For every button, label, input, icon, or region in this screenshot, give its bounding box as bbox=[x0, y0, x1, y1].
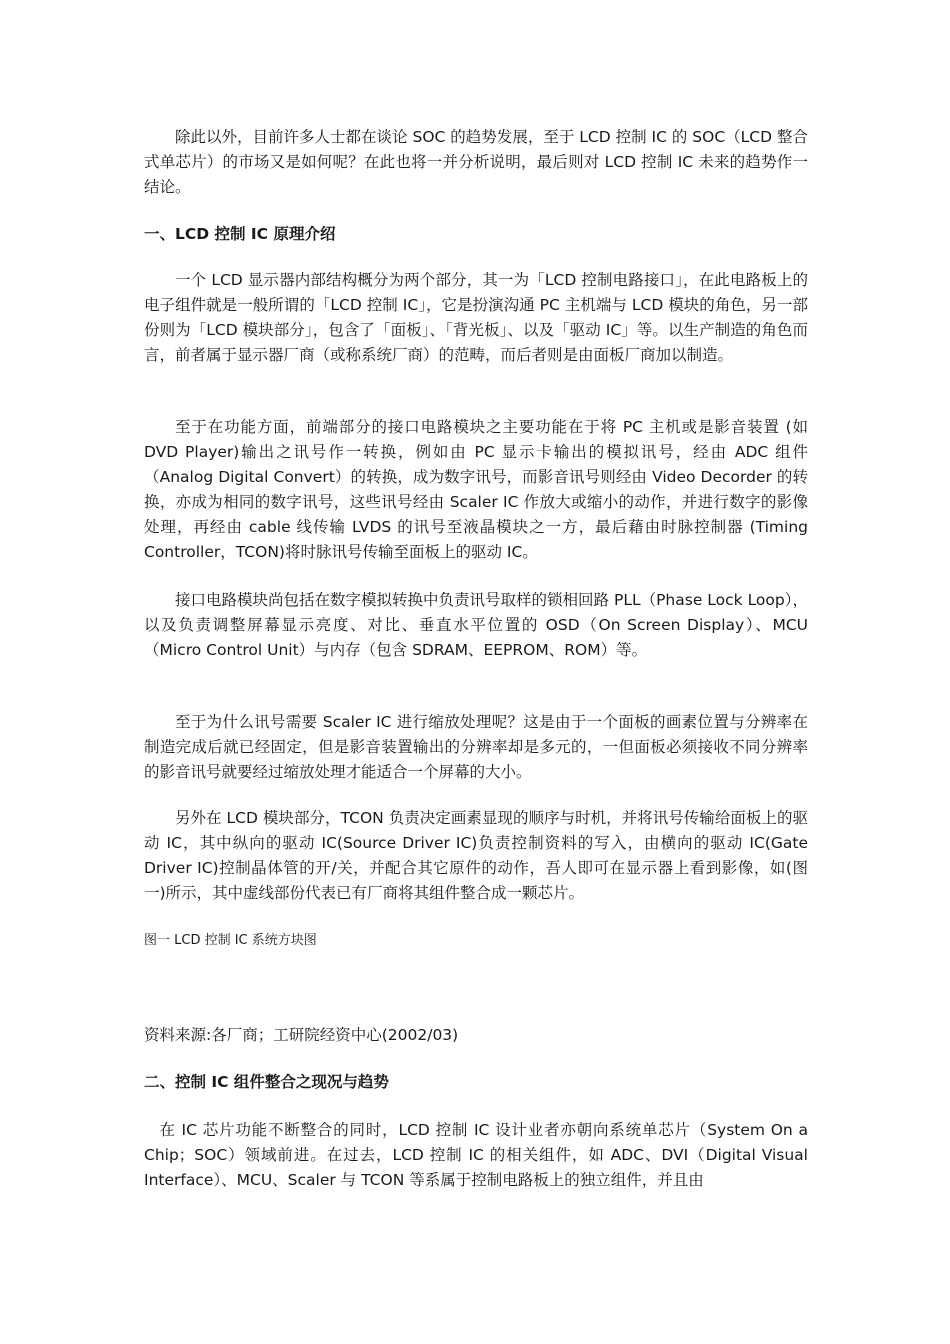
section-2-paragraph-1: 在 IC 芯片功能不断整合的同时，LCD 控制 IC 设计业者亦朝向系统单芯片（System On a Chip；SOC）领域前进。在过去，LCD 控制 IC 的相关组件，如 ADC、DVI（Digital Visual Interface）、MCU、Scaler 与 TCON 等系属于控制电路板上的独立组件，并且由 bbox=[144, 1121, 808, 1189]
section-1-paragraph-3: 接口电路模块尚包括在数字模拟转换中负责讯号取样的锁相回路 PLL（Phase Lock Loop），以及负责调整屏幕显示亮度、对比、垂直水平位置的 OSD（On Screen Display）、MCU（Micro Control Unit）与内存（包含 SDRAM、EEPROM、ROM）等。 bbox=[144, 591, 808, 659]
intro-paragraph: 除此以外，目前许多人士都在谈论 SOC 的趋势发展，至于 LCD 控制 IC 的 SOC（LCD 整合式单芯片）的市场又是如何呢？在此也将一并分析说明，最后则对 LCD 控制 IC 未来的趋势作一结论。 bbox=[144, 128, 808, 196]
section-1-paragraph-4: 至于为什么讯号需要 Scaler IC 进行缩放处理呢？这是由于一个面板的画素位置与分辨率在制造完成后就已经固定，但是影音装置输出的分辨率却是多元的，一但面板必须接收不同分辨率的影音讯号就要经过缩放处理才能适合一个屏幕的大小。 bbox=[144, 713, 808, 781]
section-1-paragraph-2: 至于在功能方面，前端部分的接口电路模块之主要功能在于将 PC 主机或是影音装置 (如 DVD Player)输出之讯号作一转换，例如由 PC 显示卡输出的模拟讯号，经由 ADC 组件（Analog Digital Convert）的转换，成为数字讯号，而影音讯号则经由 Video Decorder 的转换，亦成为相同的数字讯号，这些讯号经由 Scaler IC 作放大或缩小的动作，并进行数字的影像处理，再经由 cable 线传输 LVDS 的讯号至液晶模块之一方，最后藉由时脉控制器 (Timing Controller，TCON)将时脉讯号传输至面板上的驱动 IC。 bbox=[144, 418, 808, 561]
section-1-paragraph-5: 另外在 LCD 模块部分，TCON 负责决定画素显现的顺序与时机，并将讯号传输给面板上的驱动 IC，其中纵向的驱动 IC(Source Driver IC)负责控制资料的写入，由横向的驱动 IC(Gate Driver IC)控制晶体管的开/关，并配合其它原件的动作，吾人即可在显示器上看到影像，如(图一)所示，其中虚线部份代表已有厂商将其组件整合成一颗芯片。 bbox=[144, 809, 808, 902]
figure-caption: 图一 LCD 控制 IC 系统方块图 bbox=[144, 933, 317, 948]
source-note: 资料来源:各厂商；工研院经资中心(2002/03) bbox=[144, 1026, 459, 1044]
section-2-heading: 二、控制 IC 组件整合之现况与趋势 bbox=[144, 1073, 389, 1091]
section-1-heading: 一、LCD 控制 IC 原理介绍 bbox=[144, 225, 336, 243]
section-1-paragraph-1: 一个 LCD 显示器内部结构概分为两个部分，其一为「LCD 控制电路接口」，在此电路板上的电子组件就是一般所谓的「LCD 控制 IC」，它是扮演沟通 PC 主机端与 LCD 模块的角色，另一部份则为「LCD 模块部分」，包含了「面板」、「背光板」、以及「驱动 IC」等。以生产制造的角色而言，前者属于显示器厂商（或称系统厂商）的范畴，而后者则是由面板厂商加以制造。 bbox=[144, 271, 808, 364]
